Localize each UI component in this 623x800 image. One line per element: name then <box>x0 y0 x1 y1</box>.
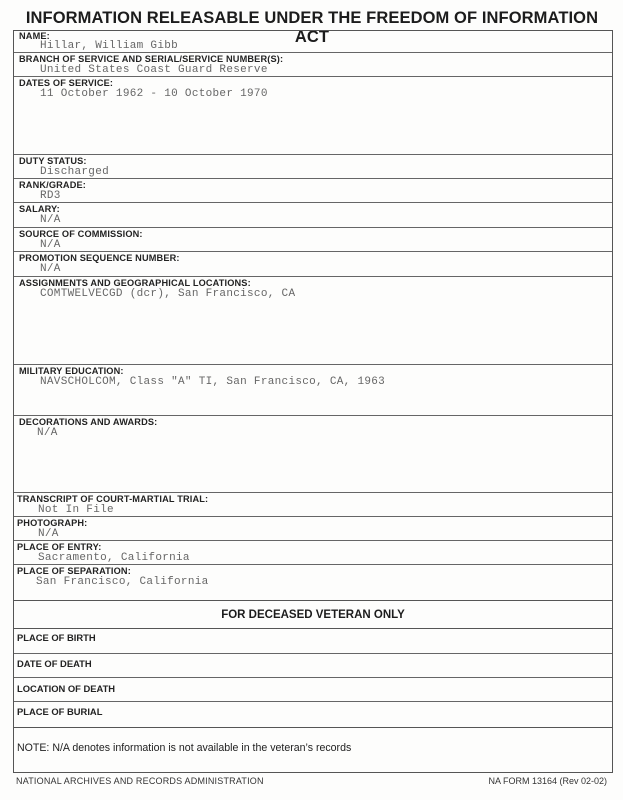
note-text: NOTE: N/A denotes information is not available in the veteran’s records <box>17 742 352 754</box>
assignments-field <box>14 276 612 365</box>
field-value: Sacramento, California <box>38 552 190 564</box>
commission-field <box>14 227 612 252</box>
dates-field <box>14 76 612 155</box>
place-of-burial-row <box>14 701 612 726</box>
place-of-burial-label: PLACE OF BURIAL <box>17 706 103 717</box>
entry-field <box>14 540 612 565</box>
field-label: SOURCE OF COMMISSION: <box>19 229 143 239</box>
deceased-heading: FOR DECEASED VETERAN ONLY <box>221 609 405 621</box>
field-value: Discharged <box>40 166 110 178</box>
field-value: N/A <box>38 528 59 540</box>
field-value: NAVSCHOLCOM, Class "A" TI, San Francisco, CA, 1963 <box>40 376 386 388</box>
field-label: PLACE OF ENTRY: <box>17 542 102 552</box>
field-value: COMTWELVECGD (dcr), San Francisco, CA <box>40 288 296 300</box>
location-of-death-row <box>14 677 612 702</box>
field-value: Hillar, William Gibb <box>40 40 179 52</box>
separation-field <box>14 564 612 601</box>
note-row <box>14 727 612 773</box>
agency-footer: NATIONAL ARCHIVES AND RECORDS ADMINISTRATION <box>16 776 264 786</box>
deceased-section <box>14 600 612 629</box>
duty-status-field <box>14 154 612 179</box>
field-value: N/A <box>40 214 61 226</box>
field-label: TRANSCRIPT OF COURT-MARTIAL TRIAL: <box>17 494 209 504</box>
field-value: 11 October 1962 - 10 October 1970 <box>40 88 268 100</box>
field-label: PLACE OF SEPARATION: <box>17 566 131 576</box>
field-value: N/A <box>40 239 61 251</box>
form-box <box>13 30 613 773</box>
field-value: United States Coast Guard Reserve <box>40 64 268 76</box>
field-label: BRANCH OF SERVICE AND SERIAL/SERVICE NUMBER(S): <box>19 54 284 64</box>
branch-field <box>14 52 612 77</box>
form-number-footer: NA FORM 13164 (Rev 02-02) <box>488 776 607 786</box>
field-label: RANK/GRADE: <box>19 180 86 190</box>
field-label: PROMOTION SEQUENCE NUMBER: <box>19 253 180 263</box>
field-label: DATES OF SERVICE: <box>19 78 114 88</box>
field-label: ASSIGNMENTS AND GEOGRAPHICAL LOCATIONS: <box>19 278 251 288</box>
name-field <box>14 30 612 50</box>
promotion-field <box>14 251 612 277</box>
salary-field <box>14 202 612 228</box>
photograph-field <box>14 516 612 541</box>
field-value: Not In File <box>38 504 114 516</box>
field-value: N/A <box>40 263 61 275</box>
location-of-death-label: LOCATION OF DEATH <box>17 683 116 694</box>
rank-field <box>14 178 612 203</box>
date-of-death-row <box>14 653 612 678</box>
place-of-birth-label: PLACE OF BIRTH <box>17 632 96 643</box>
form-title: INFORMATION RELEASABLE UNDER THE FREEDOM OF INFORMATION ACT <box>25 9 599 46</box>
field-value: RD3 <box>40 190 61 202</box>
field-label: NAME: <box>19 31 50 41</box>
field-label: SALARY: <box>19 204 60 214</box>
transcript-field <box>14 492 612 517</box>
field-value: N/A <box>37 427 58 439</box>
field-label: DUTY STATUS: <box>19 156 87 166</box>
field-label: DECORATIONS AND AWARDS: <box>19 417 158 427</box>
education-field <box>14 364 612 416</box>
decorations-field <box>14 415 612 493</box>
field-label: PHOTOGRAPH: <box>17 518 88 528</box>
field-value: San Francisco, California <box>36 576 209 588</box>
place-of-birth-row <box>14 628 612 654</box>
field-label: MILITARY EDUCATION: <box>19 366 124 376</box>
date-of-death-label: DATE OF DEATH <box>17 658 92 669</box>
